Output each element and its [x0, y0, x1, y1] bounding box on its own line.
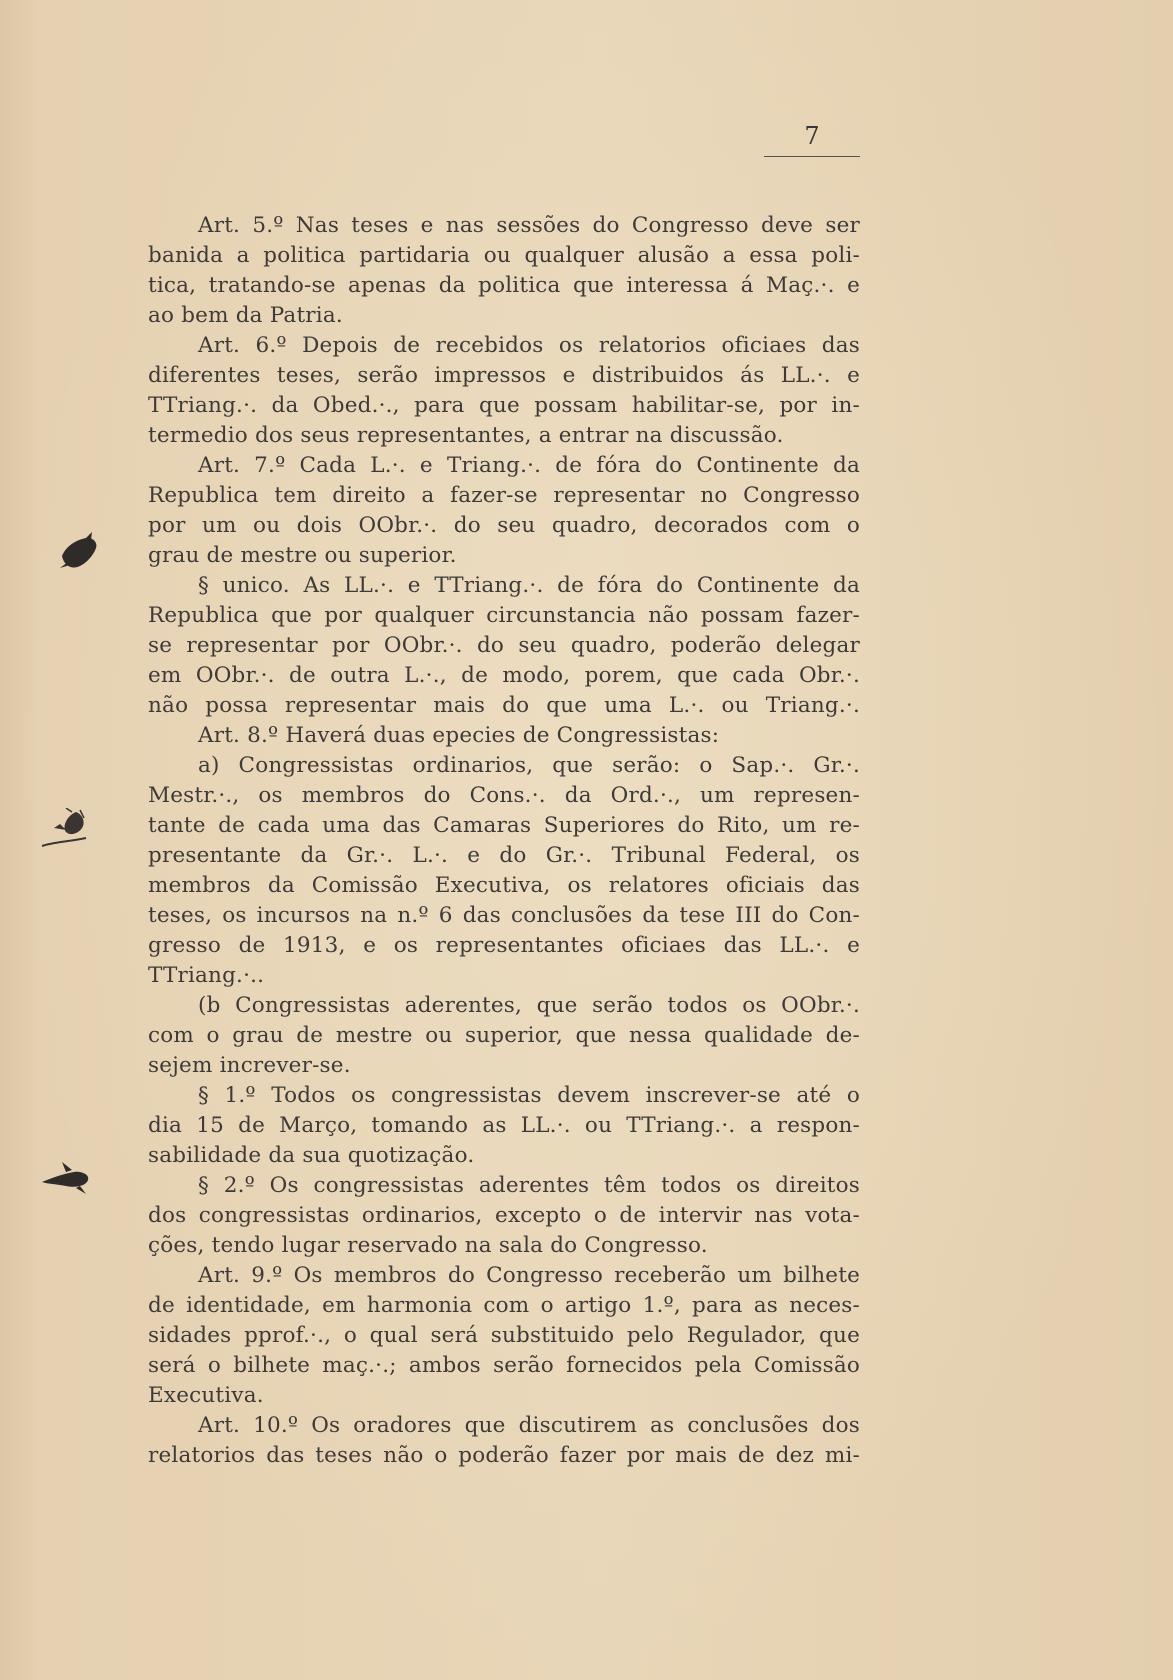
ink-blot-icon: [36, 808, 96, 854]
text-line: § unico. As LL.·. e TTriang.·. de fóra do Continente da: [198, 573, 860, 598]
text-line: TTriang.·. da Obed.·., para que possam habilitar-se, por in-: [148, 393, 860, 418]
text-line: Art. 7.º Cada L.·. e Triang.·. de fóra do Continente da: [198, 453, 860, 478]
text-line: grau de mestre ou superior.: [148, 543, 457, 568]
text-line: Art. 8.º Haverá duas epecies de Congressistas:: [198, 723, 720, 748]
text-line: TTriang.·..: [148, 963, 265, 988]
text-line: Art. 10.º Os oradores que discutirem as conclusões dos: [198, 1413, 860, 1438]
page-number-area: [764, 120, 860, 152]
text-line: presentante da Gr.·. L.·. e do Gr.·. Tribunal Federal, os: [148, 843, 860, 868]
ink-blot-icon: [58, 532, 102, 572]
text-line: Executiva.: [148, 1383, 264, 1408]
text-line: Art. 5.º Nas teses e nas sessões do Congresso deve ser: [198, 213, 860, 238]
text-line: com o grau de mestre ou superior, que nessa qualidade de-: [148, 1023, 860, 1048]
page-number-rule: [764, 156, 860, 157]
text-line: a) Congressistas ordinarios, que serão: o Sap.·. Gr.·.: [198, 753, 860, 778]
text-line: sidades pprof.·., o qual será substituido pelo Regulador, que: [148, 1323, 860, 1348]
text-line: relatorios das teses não o poderão fazer por mais de dez mi-: [148, 1443, 860, 1468]
text-line: dos congressistas ordinarios, excepto o de intervir nas vota-: [148, 1203, 860, 1228]
ink-blot-icon: [40, 1160, 94, 1196]
text-line: ções, tendo lugar reservado na sala do Congresso.: [148, 1233, 708, 1258]
text-line: será o bilhete maç.·.; ambos serão fornecidos pela Comissão: [148, 1353, 860, 1378]
text-line: por um ou dois OObr.·. do seu quadro, decorados com o: [148, 513, 860, 538]
text-line: diferentes teses, serão impressos e distribuidos ás LL.·. e: [148, 363, 860, 388]
text-line: dia 15 de Março, tomando as LL.·. ou TTriang.·. a respon-: [148, 1113, 860, 1138]
text-line: Art. 6.º Depois de recebidos os relatorios oficiaes das: [198, 333, 860, 358]
text-line: teses, os incursos na n.º 6 das conclusões da tese III do Con-: [148, 903, 860, 928]
text-line: de identidade, em harmonia com o artigo 1.º, para as neces-: [148, 1293, 860, 1318]
text-line: sabilidade da sua quotização.: [148, 1143, 475, 1168]
text-line: § 1.º Todos os congressistas devem inscrever-se até o: [198, 1083, 860, 1108]
text-line: Art. 9.º Os membros do Congresso receberão um bilhete: [198, 1263, 860, 1288]
text-line: tante de cada uma das Camaras Superiores do Rito, um re-: [148, 813, 860, 838]
text-line: gresso de 1913, e os representantes oficiaes das LL.·. e: [148, 933, 860, 958]
text-line: se representar por OObr.·. do seu quadro, poderão delegar: [148, 633, 860, 658]
text-line: Mestr.·., os membros do Cons.·. da Ord.·., um represen-: [148, 783, 860, 808]
page-number: 7: [804, 122, 820, 150]
text-line: tica, tratando-se apenas da politica que interessa á Maç.·. e: [148, 273, 860, 298]
text-line: membros da Comissão Executiva, os relatores oficiais das: [148, 873, 860, 898]
text-line: Republica que por qualquer circunstancia não possam fazer-: [148, 603, 860, 628]
text-line: ao bem da Patria.: [148, 303, 343, 328]
body-text: [148, 211, 860, 1471]
text-line: banida a politica partidaria ou qualquer alusão a essa poli-: [148, 243, 860, 268]
text-line: § 2.º Os congressistas aderentes têm todos os direitos: [198, 1173, 860, 1198]
text-line: em OObr.·. de outra L.·., de modo, porem, que cada Obr.·.: [148, 663, 860, 688]
text-line: Republica tem direito a fazer-se representar no Congresso: [148, 483, 860, 508]
text-line: (b Congressistas aderentes, que serão todos os OObr.·.: [198, 993, 860, 1018]
text-line: termedio dos seus representantes, a entrar na discussão.: [148, 423, 784, 448]
text-line: não possa representar mais do que uma L.·. ou Triang.·.: [148, 693, 860, 718]
text-line: sejem increver-se.: [148, 1053, 351, 1078]
